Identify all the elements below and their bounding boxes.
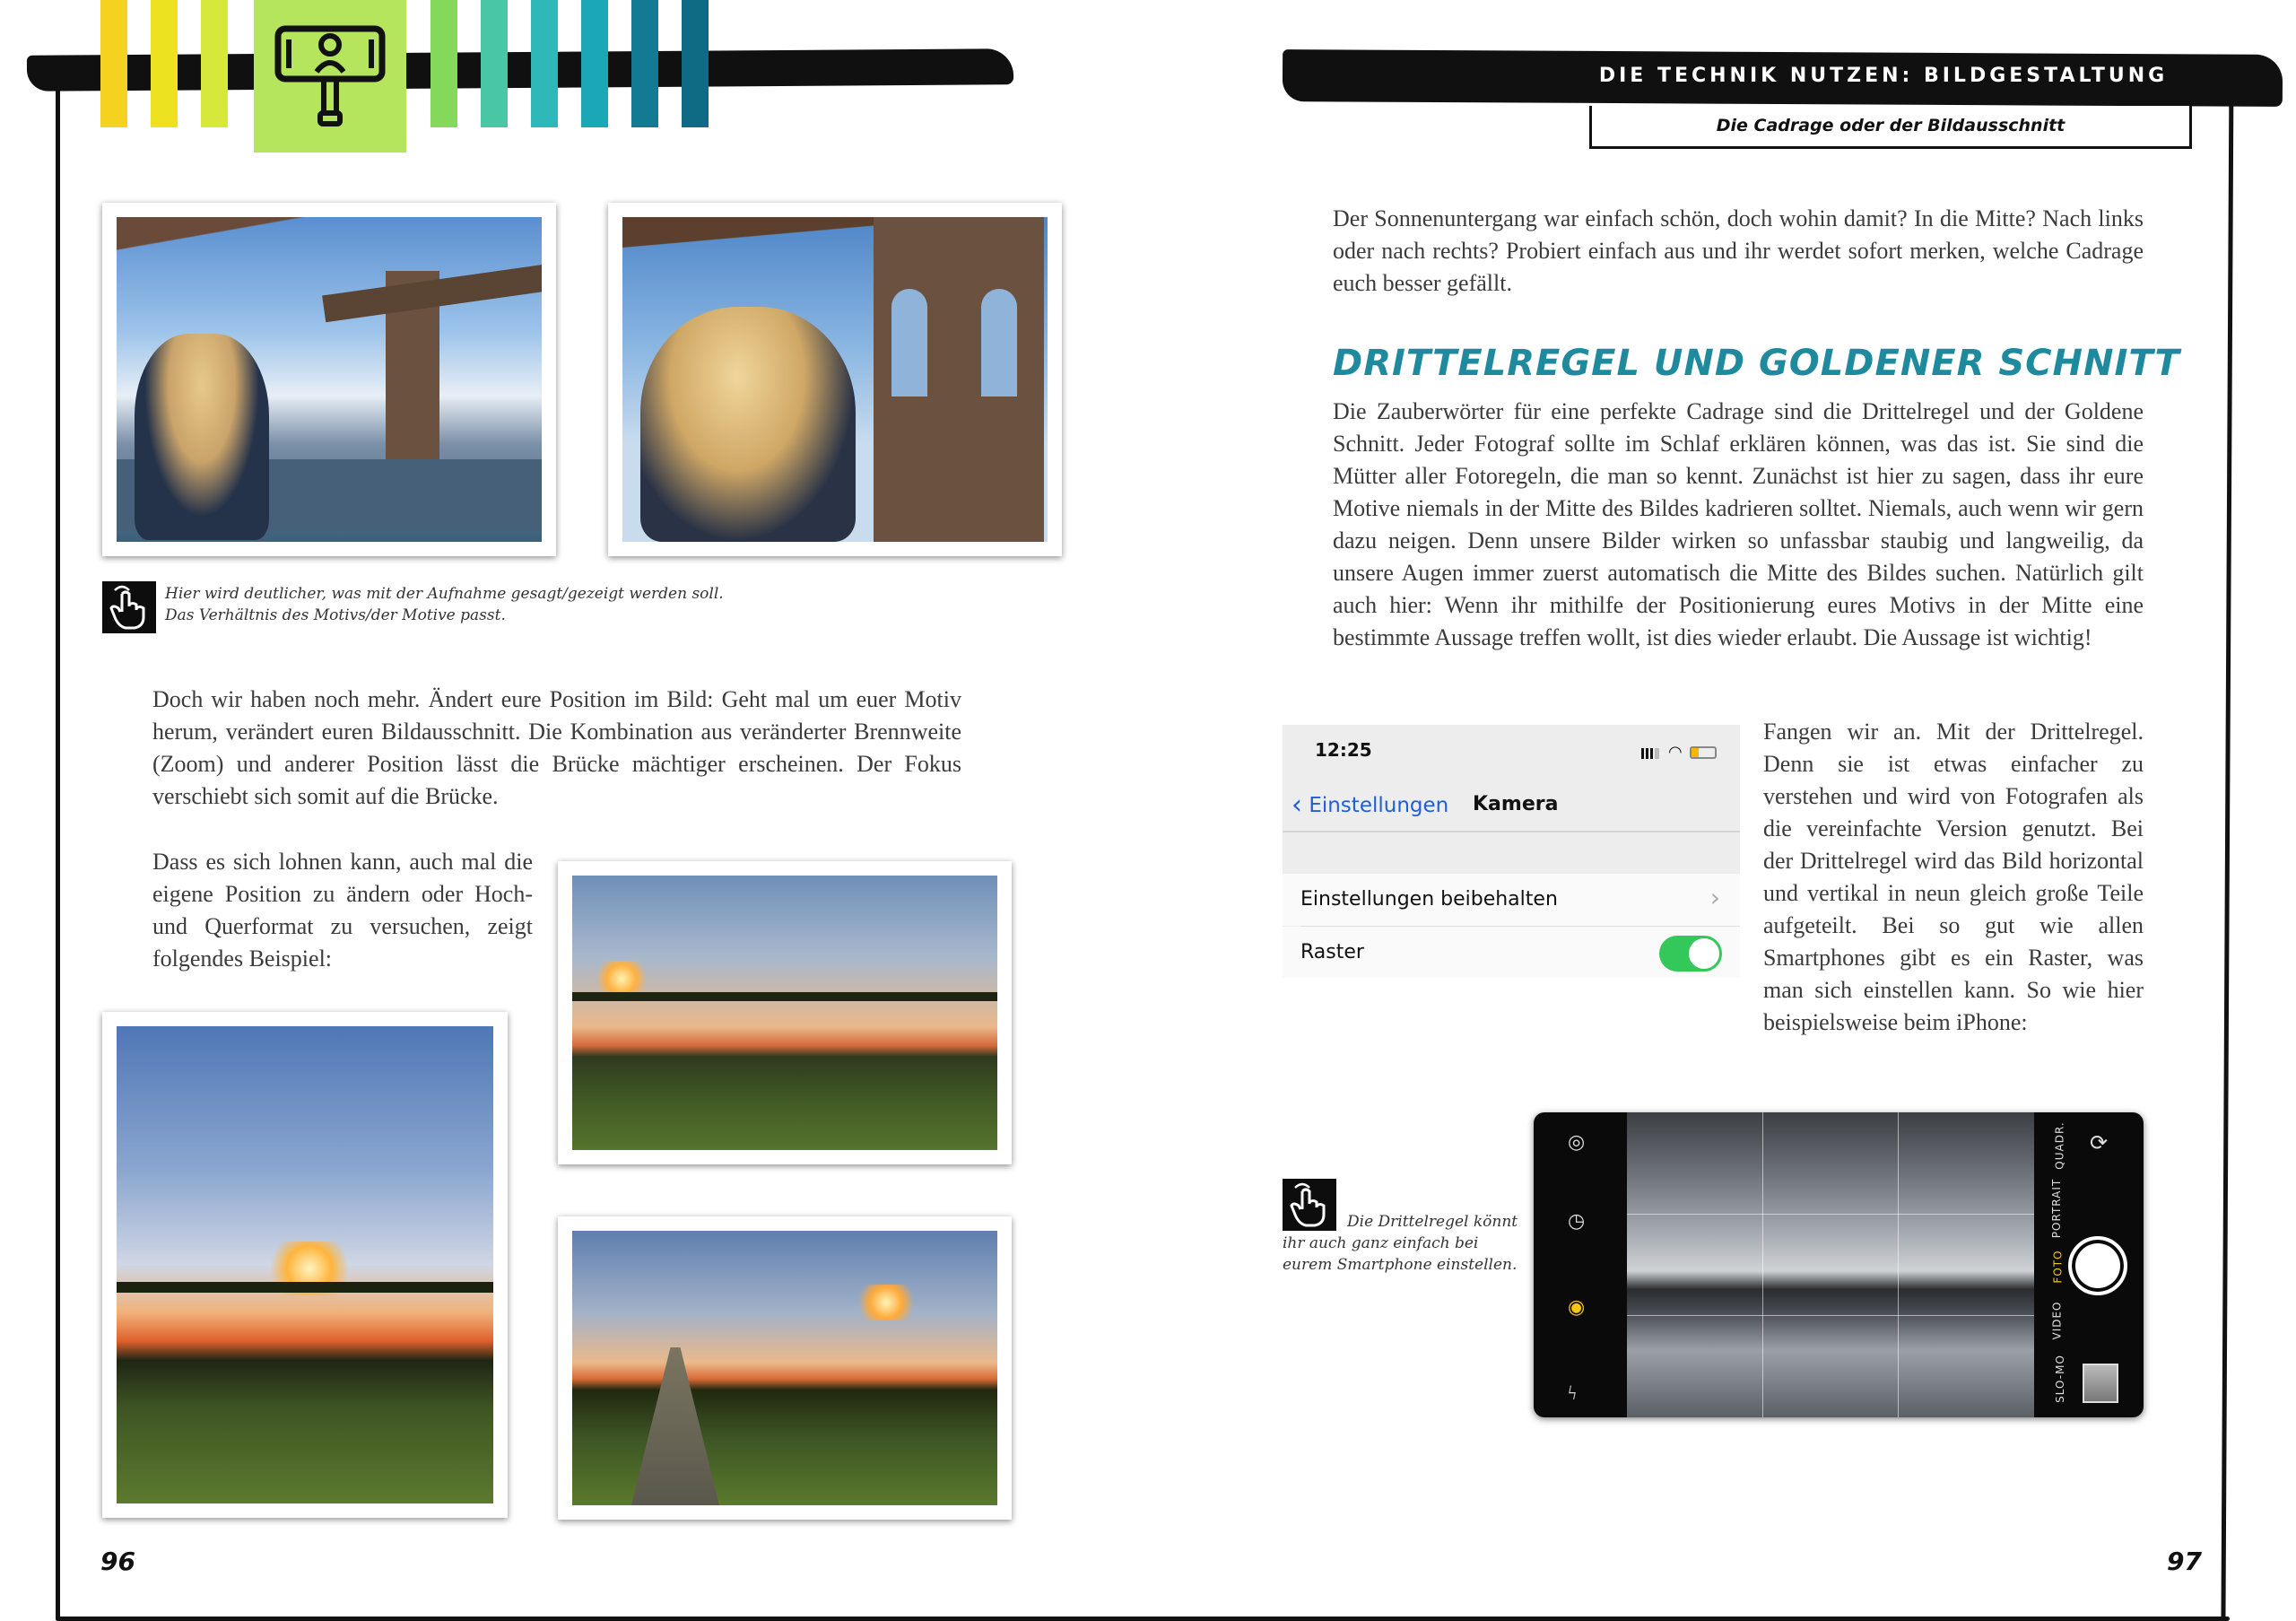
section-heading: DRITTELREGEL UND GOLDENER SCHNITT [1333, 343, 2180, 384]
mode-slomo[interactable]: SLO-MO [2053, 1355, 2066, 1403]
color-stripe [151, 0, 178, 127]
ios-camera-settings [1283, 725, 1740, 978]
back-button[interactable]: ‹ Einstellungen [1292, 789, 1449, 821]
section-title: Die Cadrage oder der Bildausschnitt [1589, 106, 2192, 149]
mode-quadr[interactable]: QUADR. [2053, 1121, 2066, 1170]
selfie-stick-icon [254, 0, 406, 153]
wifi-icon: ◠ [1668, 743, 1683, 762]
page-number-right: 97 [2167, 1547, 2202, 1576]
settings-row-preserve[interactable] [1283, 874, 1740, 926]
settings-row-grid[interactable] [1283, 927, 1740, 978]
color-stripe [100, 0, 127, 127]
chapter-tab [254, 0, 406, 153]
mode-foto[interactable]: FOTO [2051, 1250, 2065, 1284]
status-icons [1641, 743, 1722, 761]
page-number-left: 96 [100, 1547, 135, 1576]
chapter-title: DIE TECHNIK NUTZEN: BILDGESTALTUNG [1598, 65, 2169, 87]
right-intro: Der Sonnenuntergang war einfach schön, doch wohin damit? In die Mitte? Nach links oder nach rechts? Probiert einfach aus und ihr werdet sofort merken, welche Cadrage euch besser gefällt. [1333, 205, 2144, 296]
color-stripe [430, 0, 457, 127]
signal-icon [1641, 748, 1659, 759]
nav-separator [1283, 831, 1740, 832]
sunset-photo-landscape-2 [558, 1216, 1012, 1520]
bridge-photo-closeup [608, 203, 1062, 556]
photo-caption-1: Hier wird deutlicher, was mit der Aufnahme gesagt/gezeigt werden soll. Das Verhältnis des Motivs/der Motive passt. [165, 585, 724, 624]
bridge-photo-wide [102, 203, 556, 556]
row-label-grid: Raster [1300, 941, 1364, 963]
left-paragraph-1: Doch wir haben noch mehr. Ändert eure Position im Bild: Geht mal um euer Motiv herum, verändert euren Bildausschnitt. Die Kombination aus veränderter Brennweite (Zoom) und anderer Position lässt die Brücke mächtiger erscheinen. Der Fokus verschiebt sich somit auf die Brücke. [152, 686, 961, 809]
color-stripe [531, 0, 558, 127]
nav-title: Kamera [1473, 793, 1559, 815]
last-photo-thumbnail[interactable] [2083, 1364, 2118, 1403]
live-photo-icon[interactable]: ◎ [1568, 1130, 1586, 1153]
mode-portrait[interactable]: PORTRAIT [2050, 1178, 2064, 1239]
right-paragraph-1: Die Zauberwörter für eine perfekte Cadrage sind die Drittelregel und der Goldene Schnitt. Jeder Fotograf sollte im Schlaf erklären können, was das ist. Sie sind die Mütter aller Fotoregeln, die man so kennt. Zunächst ist hier zu sagen, dass ihr eure Motive niemals in der Mitte des Bildes kadrieren solltet. Niemals, auch wenn wir gern dazu neigen. Denn unsere Bilder wirken so unfassbar staubig und langweilig, da unsere Augen immer zuerst automatisch die Mitte des Bildes suchen. Natürlich gilt auch hier: Wenn ihr mithilfe der Positionierung eures Motivs in der Mitte eine bestimmte Aussage treffen wollt, ist dies wieder erlaubt. Die Aussage ist wichtig! [1333, 398, 2144, 650]
sunset-photo-landscape-1 [558, 861, 1012, 1164]
grid-caption: Die Drittelregel könnt ihr auch ganz einfach bei eurem Smartphone einstellen. [1283, 1213, 1518, 1274]
iphone-camera-view [1534, 1112, 2144, 1417]
color-stripe [201, 0, 228, 127]
chevron-left-icon: ‹ [1292, 789, 1302, 821]
shutter-button[interactable] [2068, 1236, 2127, 1295]
bottom-page-border [56, 1617, 2230, 1621]
left-paragraph-2: Dass es sich lohnen kann, auch mal die eigene Position zu ändern oder Hoch- und Querformat zu versuchen, zeigt folgendes Beispiel: [152, 849, 533, 972]
color-stripe [581, 0, 608, 127]
switch-camera-icon[interactable]: ⟳ [2090, 1132, 2109, 1155]
chevron-right-icon: › [1709, 883, 1720, 912]
camera-viewfinder [1627, 1112, 2034, 1417]
status-time: 12:25 [1315, 739, 1372, 761]
right-paragraph-2: Fangen wir an. Mit der Drittelregel. Denn sie ist etwas einfacher zu verstehen und wird von Fotografen als die vereinfachte Version genutzt. Bei der Drittelregel wird das Bild horizontal und vertikal in neun gleich große Teile aufgeteilt. Bei so gut wie allen Smartphones gibt es ein Raster, was man sich einstellen kann. So wie hier beispielsweise beim iPhone: [1763, 719, 2144, 1035]
sunset-photo-portrait [102, 1012, 508, 1518]
color-stripe [481, 0, 508, 127]
row-label-preserve: Einstellungen beibehalten [1300, 888, 1558, 911]
timer-icon[interactable]: ◷ [1568, 1209, 1586, 1232]
mode-video[interactable]: VIDEO [2050, 1301, 2064, 1340]
battery-icon [1690, 746, 1717, 759]
left-page-border [56, 63, 60, 1621]
right-page-border [2221, 63, 2233, 1621]
live-indicator-icon[interactable]: ◉ [1568, 1295, 1586, 1318]
color-stripe [682, 0, 709, 127]
color-stripe [631, 0, 658, 127]
grid-toggle[interactable] [1659, 936, 1722, 972]
flash-off-icon[interactable]: ϟ [1568, 1381, 1577, 1404]
hand-pointer-icon [102, 581, 156, 633]
